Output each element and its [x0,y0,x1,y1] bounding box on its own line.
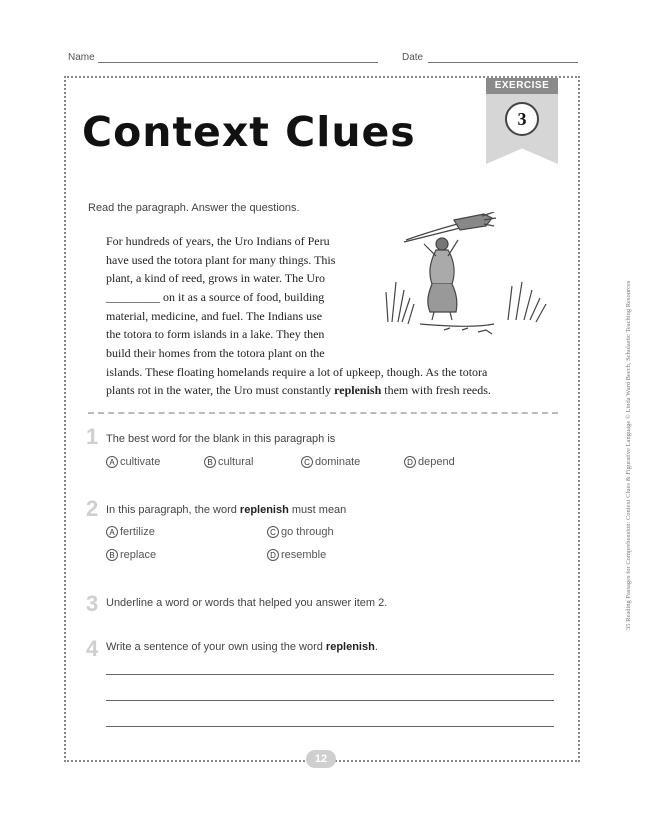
question-text-part: In this paragraph, the word [106,504,240,516]
passage-line: material, medicine, and fuel. The Indians use [106,309,323,323]
instructions: Read the paragraph. Answer the questions. [88,202,300,214]
question-text-part: Write a sentence of your own using the word [106,641,326,653]
passage-line: islands. These floating homelands require a lot of upkeep, though. As the totora [106,365,488,379]
answer-option[interactable] [106,549,156,561]
question-bold-word: replenish [325,641,375,653]
question-text [106,504,346,516]
option-letter: B [106,549,118,561]
option-text: dominate [315,456,361,468]
reed-gatherer-illustration [384,212,556,336]
answer-line[interactable] [106,700,554,701]
question-number: 1 [86,424,99,449]
passage-last-line [106,381,491,400]
answer-option[interactable] [204,456,253,468]
answer-line[interactable] [106,726,554,727]
passage-text: plants rot in the water, the Uro must constantly [106,383,335,397]
side-credit: 35 Reading Passages for Comprehension: Context Clues & Figurative Language © Linda Ward Beech, Scholastic Teaching Resources [625,280,632,630]
option-letter: C [301,456,313,468]
question-text: Underline a word or words that helped you answer item 2. [106,597,388,609]
passage-line: For hundreds of years, the Uro Indians of Peru [106,234,330,248]
answer-option[interactable] [404,456,455,468]
question-bold-word: replenish [239,504,289,516]
question-number: 4 [86,636,99,661]
date-label: Date [402,52,424,63]
option-letter: D [267,549,279,561]
option-text: cultural [218,456,254,468]
date-line[interactable] [428,62,578,63]
option-letter: A [106,456,118,468]
passage-bold-word: replenish [334,383,382,397]
exercise-number: 3 [505,102,539,136]
page-number: 12 [306,750,336,768]
passage-line: plant, a kind of reed, grows in water. The Uro [106,271,326,285]
question-text [106,641,378,653]
option-letter: C [267,526,279,538]
option-text: cultivate [120,456,161,468]
question-number: 2 [86,496,99,521]
answer-option[interactable] [267,549,326,561]
passage-line: _________ on it as a source of food, building [106,290,325,304]
answer-option[interactable] [106,456,160,468]
question-number: 3 [86,591,99,616]
option-text: depend [418,456,455,468]
page-title: Context Clues [82,108,416,156]
option-letter: B [204,456,216,468]
option-text: replace [120,549,157,561]
section-divider [88,412,558,414]
passage-line: have used the totora plant for many things. This [106,253,336,267]
exercise-label: EXERCISE [486,78,558,94]
option-text: resemble [281,549,327,561]
question-text-part: . [374,641,378,653]
question-text-part: must mean [288,504,347,516]
answer-line[interactable] [106,674,554,675]
option-letter: A [106,526,118,538]
name-label: Name [68,52,95,63]
option-text: go through [281,526,334,538]
question-text: The best word for the blank in this paragraph is [106,433,336,445]
name-line[interactable] [98,62,378,63]
passage-line: the totora to form islands in a lake. They then [106,327,325,341]
answer-option[interactable] [267,526,334,538]
option-text: fertilize [120,526,155,538]
worksheet-frame [64,76,580,762]
answer-option[interactable] [301,456,360,468]
answer-option[interactable] [106,526,155,538]
passage-line: build their homes from the totora plant on the [106,346,325,360]
option-letter: D [404,456,416,468]
passage-text: them with fresh reeds. [381,383,491,397]
